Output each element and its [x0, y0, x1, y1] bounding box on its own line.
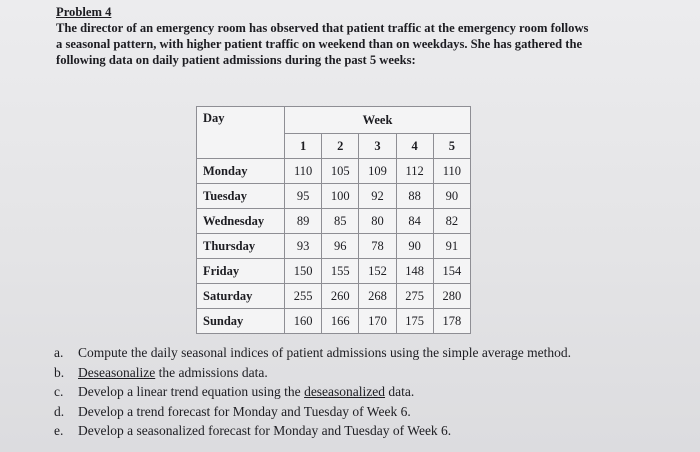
list-item	[54, 382, 674, 402]
table-header-row	[197, 107, 471, 134]
table-cell: 105	[322, 159, 359, 184]
table-cell: 148	[396, 259, 433, 284]
week-header: Week	[285, 107, 471, 134]
week-number: 5	[433, 134, 470, 159]
question-underlined-term: deseasonalized	[304, 384, 386, 400]
question-text-part: the admissions data.	[155, 364, 268, 380]
day-label: Tuesday	[197, 184, 285, 209]
question-text	[78, 382, 414, 402]
problem-title: Problem 4	[56, 5, 112, 19]
table-cell: 275	[396, 284, 433, 309]
question-letter: d.	[54, 403, 65, 419]
question-text	[78, 402, 411, 422]
table-cell: 280	[433, 284, 470, 309]
table-cell: 110	[285, 159, 322, 184]
problem-line-1: The director of an emergency room has observed that patient traffic at the emergency room follows	[56, 21, 589, 35]
table-cell: 84	[396, 209, 433, 234]
question-text	[78, 343, 571, 363]
question-letter: c.	[54, 384, 64, 400]
table-cell: 96	[322, 234, 359, 259]
table-row	[197, 234, 471, 259]
table-cell: 82	[433, 209, 470, 234]
problem-line-2: a seasonal pattern, with higher patient traffic on weekend than on weekdays. She has gathered the	[56, 37, 583, 51]
question-text-part: Develop a linear trend equation using the	[78, 384, 305, 400]
week-number: 2	[322, 134, 359, 159]
problem-statement	[56, 4, 656, 68]
day-label: Saturday	[197, 284, 285, 309]
list-item	[54, 343, 674, 363]
table-cell: 80	[359, 209, 396, 234]
table-cell: 152	[359, 259, 396, 284]
table-row	[197, 209, 471, 234]
table-cell: 89	[285, 209, 322, 234]
table-cell: 166	[322, 309, 359, 334]
week-number: 3	[359, 134, 396, 159]
table-cell: 78	[359, 234, 396, 259]
question-text	[78, 421, 451, 441]
question-letter: e.	[54, 423, 64, 439]
table-row	[197, 259, 471, 284]
day-label: Wednesday	[197, 209, 285, 234]
admissions-table	[196, 106, 471, 334]
list-item	[54, 363, 674, 383]
table-cell: 85	[322, 209, 359, 234]
table-cell: 92	[359, 184, 396, 209]
problem-line-3: following data on daily patient admissions during the past 5 weeks:	[56, 53, 416, 67]
question-list	[54, 343, 674, 441]
table-cell: 90	[396, 234, 433, 259]
table-cell: 95	[285, 184, 322, 209]
table-cell: 88	[396, 184, 433, 209]
day-label: Friday	[197, 259, 285, 284]
table-row	[197, 159, 471, 184]
table-cell: 154	[433, 259, 470, 284]
table-cell: 90	[433, 184, 470, 209]
day-label: Sunday	[197, 309, 285, 334]
week-number: 1	[285, 134, 322, 159]
question-text-part: data.	[385, 384, 415, 400]
question-text-part: Develop a trend forecast for Monday and Tuesday of Week 6.	[78, 403, 411, 419]
table-cell: 91	[433, 234, 470, 259]
table-cell: 175	[396, 309, 433, 334]
table-cell: 155	[322, 259, 359, 284]
table-cell: 112	[396, 159, 433, 184]
question-text-part: Compute the daily seasonal indices of patient admissions using the simple average method.	[78, 345, 572, 360]
day-label: Thursday	[197, 234, 285, 259]
table-cell: 255	[285, 284, 322, 309]
table-cell: 170	[359, 309, 396, 334]
table-row	[197, 284, 471, 309]
table-cell: 260	[322, 284, 359, 309]
table-row	[197, 184, 471, 209]
table-cell: 100	[322, 184, 359, 209]
table-cell: 178	[433, 309, 470, 334]
question-text	[78, 363, 268, 383]
list-item	[54, 421, 674, 441]
table-cell: 160	[285, 309, 322, 334]
table-cell: 110	[433, 159, 470, 184]
table-cell: 268	[359, 284, 396, 309]
question-letter: a.	[54, 345, 64, 360]
question-text-part: Develop a seasonalized forecast for Monday and Tuesday of Week 6.	[78, 423, 452, 439]
week-number: 4	[396, 134, 433, 159]
table-cell: 150	[285, 259, 322, 284]
day-label: Monday	[197, 159, 285, 184]
table-cell: 109	[359, 159, 396, 184]
question-underlined-term: Deseasonalize	[78, 364, 156, 380]
table-row	[197, 309, 471, 334]
table-cell: 93	[285, 234, 322, 259]
question-letter: b.	[54, 364, 65, 380]
list-item	[54, 402, 674, 422]
day-header: Day	[197, 107, 285, 159]
